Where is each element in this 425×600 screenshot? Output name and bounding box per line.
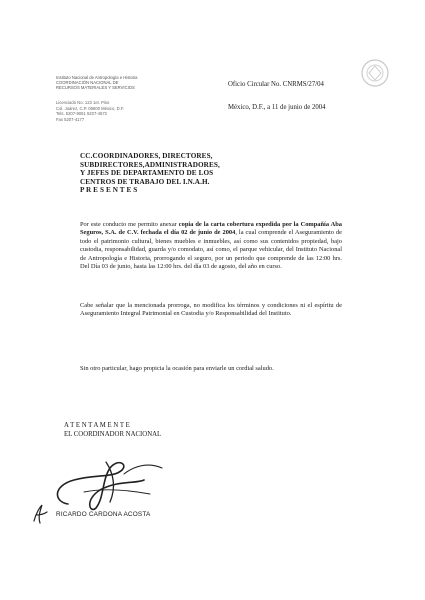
sender-line: RECURSOS MATERIALES Y SERVICIOS [56, 85, 135, 90]
recipient-line: SUBDIRECTORES,ADMINISTRADORES, [80, 160, 220, 169]
initials-mark [30, 503, 50, 525]
address-line: Col. Juárez, C.P. 06600 México, D.F. [56, 105, 125, 111]
handwritten-signature [44, 444, 174, 519]
date-line: México, D.F., a 11 de junio de 2004 [228, 104, 326, 111]
p1-rest: , la cual comprende el Aseguramiento de todo el patrimonio cultural, bienes muebles e inmuebles, así como sus contenidos propiedad, bajo custodia, responsabilidad, guarda y/o comodato, así como, el parque vehicular, del Instituto Nacional de Antropología e Historia, prorrogando el seguro, por un periodo que comprende de las 12:00 hrs. Del Día 03 de junio, hasta las 12:00 hrs. del día 03 de agosto, del año en curso. [80, 229, 343, 271]
address-line: Tels. 5207-9061 5207-4672 [56, 111, 107, 116]
letterhead-sender [56, 75, 196, 90]
recipient-line: CC.COORDINADORES, DIRECTORES, [80, 152, 213, 160]
closing-block [64, 422, 161, 440]
recipient-line: CENTROS DE TRABAJO DEL I.N.A.H. [80, 177, 210, 186]
address-line: Licenciado No. 123 1er. Piso [56, 100, 110, 105]
institution-emblem-icon [358, 56, 392, 90]
body-paragraph-3: Sin otro particular, hago propicia la ocasión para enviarle un cordial saludo. [80, 365, 274, 372]
reference-number: Oficio Circular No. CNRMS/27/04 [228, 81, 324, 88]
signer-name: RICARDO CARDONA ACOSTA [56, 511, 151, 518]
body-paragraph-2: Cabe señalar que la mencionada prorroga, no modifica los términos y condiciones ni el espíritu de Aseguramiento Integral Patrimonial en Custodia y/o Responsabilidad del Instituto. [80, 302, 342, 318]
p1-intro: Por este conducto me permito anexar [80, 221, 179, 228]
sender-line: COORDINACIÓN NACIONAL DE [56, 80, 119, 85]
body-paragraph-1 [80, 221, 342, 271]
closing-salutation: A T E N T A M E N T E [64, 422, 130, 429]
recipient-line: P R E S E N T E S [80, 186, 138, 195]
address-line: Fax 5207-4177 [56, 116, 85, 122]
p1-bold: copia de la carta cobertura expedida por la Compañía Aba Seguros, S.A. de C.V. fechada el día 02 de junio de 2004 [80, 221, 342, 237]
closing-title: EL COORDINADOR NACIONAL [64, 430, 162, 438]
recipient-line: Y JEFES DE DEPARTAMENTO DE LOS [80, 169, 214, 178]
sender-line: Instituto Nacional de Antropología e Historia [56, 75, 138, 80]
recipients-block [80, 152, 220, 195]
letterhead-address [56, 100, 196, 122]
